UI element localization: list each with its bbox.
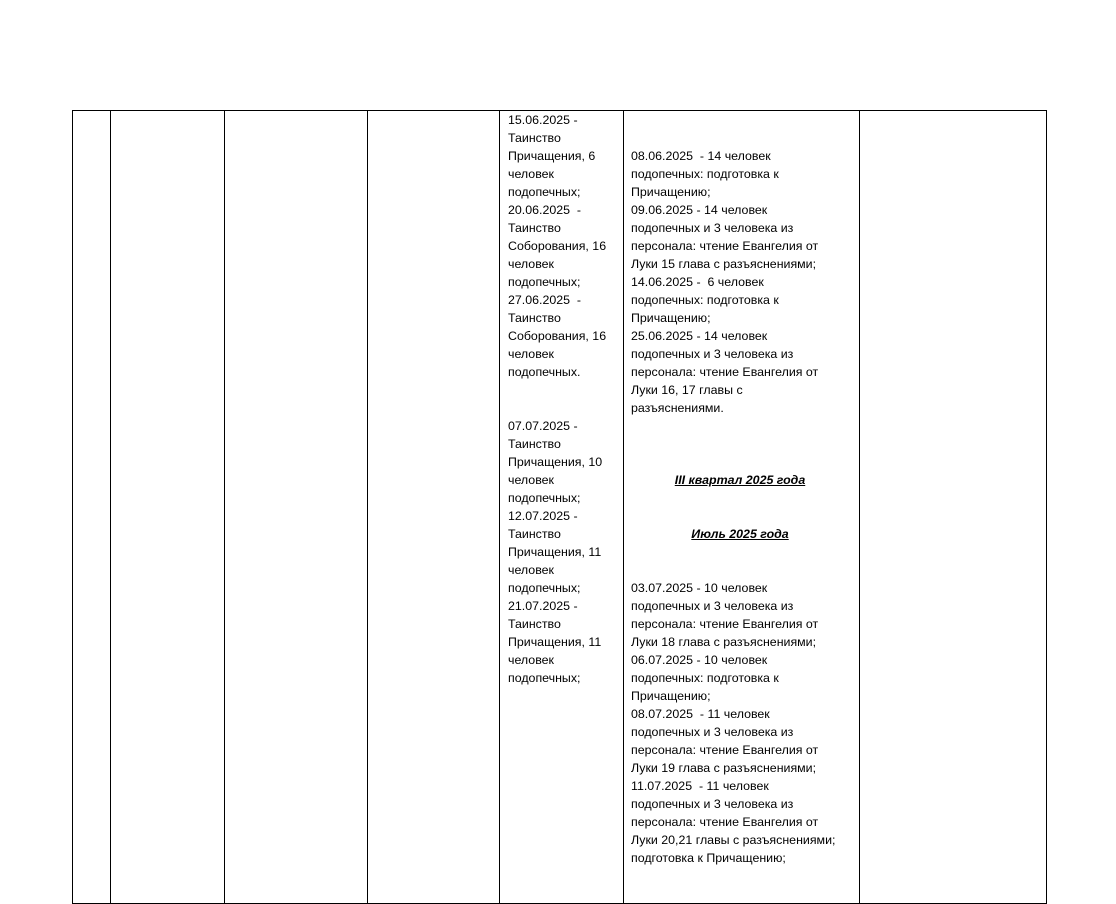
- text-line: подопечных;: [508, 581, 581, 595]
- sacraments-cell: [500, 111, 624, 904]
- text-line: Причащения, 11: [508, 545, 602, 559]
- text-line: 06.07.2025 - 10 человек: [631, 653, 768, 667]
- text-line: Соборования, 16: [508, 329, 607, 343]
- text-line: человек: [508, 653, 554, 667]
- text-line: персонала: чтение Евангелия от: [631, 365, 819, 379]
- text-line: Таинство: [508, 527, 561, 541]
- text-line: Соборования, 16: [508, 239, 607, 253]
- text-line: человек: [508, 473, 554, 487]
- text-line: 03.07.2025 - 10 человек: [631, 581, 768, 595]
- text-line: подопечных;: [508, 491, 581, 505]
- report-table: [72, 110, 1047, 904]
- text-line: 27.06.2025 -: [508, 293, 582, 307]
- text-line: персонала: чтение Евангелия от: [631, 617, 819, 631]
- text-line: подопечных и 3 человека из: [631, 221, 794, 235]
- text-line: подопечных и 3 человека из: [631, 725, 794, 739]
- table-cell-2: [111, 111, 225, 904]
- text-line: [508, 381, 623, 399]
- table-cell-4: [368, 111, 500, 904]
- text-line: 15.06.2025 -: [508, 113, 578, 127]
- text-line: разъяснениями.: [631, 401, 724, 415]
- quarter-heading: III квартал 2025 года: [674, 473, 806, 487]
- text-line: Причащению;: [631, 311, 711, 325]
- text-line: подготовка к Причащению;: [631, 851, 786, 865]
- text-line: [631, 417, 859, 435]
- text-line: подопечных и 3 человека из: [631, 797, 794, 811]
- text-line: Луки 19 глава с разъяснениями;: [631, 761, 817, 775]
- text-line: подопечных;: [508, 185, 581, 199]
- activities-cell: [624, 111, 860, 904]
- text-line: Причащения, 6: [508, 149, 596, 163]
- text-line: 21.07.2025 -: [508, 599, 578, 613]
- text-line: 12.07.2025 -: [508, 509, 578, 523]
- table-cell-3: [225, 111, 368, 904]
- text-line: подопечных;: [508, 275, 581, 289]
- text-line: подопечных и 3 человека из: [631, 347, 794, 361]
- text-line: персонала: чтение Евангелия от: [631, 239, 819, 253]
- text-line: человек: [508, 347, 554, 361]
- text-line: подопечных: подготовка к: [631, 293, 779, 307]
- text-line: подопечных;: [508, 671, 581, 685]
- text-line: Таинство: [508, 221, 561, 235]
- text-line: 07.07.2025 -: [508, 419, 578, 433]
- text-line: [508, 399, 623, 417]
- text-line: персонала: чтение Евангелия от: [631, 815, 819, 829]
- sacraments-text: [500, 111, 623, 687]
- text-line: 08.06.2025 - 14 человек: [631, 149, 771, 163]
- text-line: персонала: чтение Евангелия от: [631, 743, 819, 757]
- month-heading: Июль 2025 года: [691, 527, 789, 541]
- text-line: 09.06.2025 - 14 человек: [631, 203, 768, 217]
- table-cell-1: [73, 111, 111, 904]
- text-line: 14.06.2025 - 6 человек: [631, 275, 764, 289]
- text-line: человек: [508, 167, 554, 181]
- text-line: человек: [508, 257, 554, 271]
- table-row: [73, 111, 1047, 904]
- text-line: Луки 18 глава с разъяснениями;: [631, 635, 817, 649]
- text-line: Таинство: [508, 617, 561, 631]
- text-line: подопечных и 3 человека из: [631, 599, 794, 613]
- text-line: Таинство: [508, 437, 561, 451]
- text-line: 11.07.2025 - 11 человек: [631, 779, 769, 793]
- text-line: подопечных: подготовка к: [631, 167, 779, 181]
- text-line: Причащения, 10: [508, 455, 603, 469]
- text-line: Причащению;: [631, 185, 711, 199]
- text-line: Таинство: [508, 311, 561, 325]
- text-line: человек: [508, 563, 554, 577]
- text-line: Причащению;: [631, 689, 711, 703]
- table-cell-7: [860, 111, 1047, 904]
- text-line: подопечных.: [508, 365, 581, 379]
- text-line: Причащения, 11: [508, 635, 602, 649]
- text-line: Луки 20,21 главы с разъяснениями;: [631, 833, 836, 847]
- text-line: Луки 16, 17 главы с: [631, 383, 743, 397]
- activities-text: [624, 111, 859, 903]
- text-line: 25.06.2025 - 14 человек: [631, 329, 768, 343]
- text-line: Таинство: [508, 131, 561, 145]
- text-line: 08.07.2025 - 11 человек: [631, 707, 770, 721]
- text-line: подопечных: подготовка к: [631, 671, 779, 685]
- text-line: 20.06.2025 -: [508, 203, 582, 217]
- text-line: Луки 15 глава с разъяснениями;: [631, 257, 817, 271]
